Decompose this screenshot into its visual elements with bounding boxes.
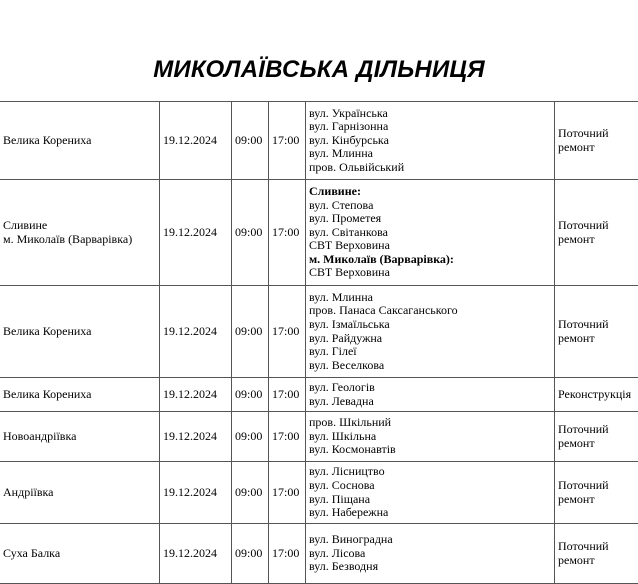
street-item: вул. Степова — [309, 199, 554, 213]
date-cell: 19.12.2024 — [160, 412, 232, 462]
street-item: вул. Лісова — [309, 547, 554, 561]
street-item: вул. Гілеї — [309, 345, 554, 359]
table-row — [0, 412, 638, 462]
street-item: вул. Світанкова — [309, 226, 554, 240]
schedule-table — [0, 101, 638, 584]
table-row — [0, 102, 638, 180]
streets-cell — [306, 102, 555, 180]
location-cell: Сливине м. Миколаїв (Варварівка) — [0, 180, 160, 286]
date-cell: 19.12.2024 — [160, 180, 232, 286]
work-type-cell: Реконструкція — [555, 378, 638, 412]
start-time-cell: 09:00 — [232, 462, 269, 524]
streets-cell — [306, 286, 555, 378]
work-type-cell: Поточний ремонт — [555, 180, 638, 286]
end-time-cell: 17:00 — [269, 378, 306, 412]
street-item: вул. Піщана — [309, 493, 554, 507]
street-item: СВТ Верховина — [309, 266, 554, 280]
page-title: МИКОЛАЇВСЬКА ДІЛЬНИЦЯ — [0, 56, 638, 84]
location-cell: Велика Корениха — [0, 378, 160, 412]
street-item: пров. Ольвійський — [309, 161, 554, 175]
street-item: вул. Млинна — [309, 147, 554, 161]
street-item: вул. Безводня — [309, 560, 554, 574]
start-time-cell: 09:00 — [232, 524, 269, 584]
start-time-cell: 09:00 — [232, 180, 269, 286]
location-cell: Новоандріївка — [0, 412, 160, 462]
street-item: вул. Лісництво — [309, 465, 554, 479]
end-time-cell: 17:00 — [269, 102, 306, 180]
start-time-cell: 09:00 — [232, 412, 269, 462]
street-item: вул. Геологів — [309, 381, 554, 395]
street-group-heading: м. Миколаїв (Варварівка): — [309, 253, 554, 267]
date-cell: 19.12.2024 — [160, 462, 232, 524]
table-row — [0, 378, 638, 412]
street-item: СВТ Верховина — [309, 239, 554, 253]
date-cell: 19.12.2024 — [160, 286, 232, 378]
schedule-table-body — [0, 102, 638, 584]
street-item: вул. Шкільна — [309, 430, 554, 444]
street-item: вул. Гарнізонна — [309, 120, 554, 134]
street-item: вул. Кінбурська — [309, 134, 554, 148]
location-cell: Велика Корениха — [0, 286, 160, 378]
street-item: вул. Левадна — [309, 395, 554, 409]
end-time-cell: 17:00 — [269, 462, 306, 524]
location-cell: Суха Балка — [0, 524, 160, 584]
street-item: вул. Млинна — [309, 291, 554, 305]
start-time-cell: 09:00 — [232, 378, 269, 412]
location-cell: Андріївка — [0, 462, 160, 524]
streets-cell — [306, 462, 555, 524]
table-row — [0, 462, 638, 524]
start-time-cell: 09:00 — [232, 102, 269, 180]
work-type-cell: Поточний ремонт — [555, 412, 638, 462]
end-time-cell: 17:00 — [269, 524, 306, 584]
date-cell: 19.12.2024 — [160, 102, 232, 180]
end-time-cell: 17:00 — [269, 286, 306, 378]
table-row — [0, 286, 638, 378]
street-item: вул. Виноградна — [309, 533, 554, 547]
street-group-heading: Сливине: — [309, 185, 554, 199]
street-item: вул. Космонавтів — [309, 443, 554, 457]
street-item: вул. Райдужна — [309, 332, 554, 346]
table-row — [0, 180, 638, 286]
street-item: вул. Соснова — [309, 479, 554, 493]
street-item: вул. Українська — [309, 107, 554, 121]
end-time-cell: 17:00 — [269, 180, 306, 286]
location-cell: Велика Корениха — [0, 102, 160, 180]
work-type-cell: Поточний ремонт — [555, 102, 638, 180]
street-item: вул. Веселкова — [309, 359, 554, 373]
end-time-cell: 17:00 — [269, 412, 306, 462]
streets-cell — [306, 412, 555, 462]
streets-cell — [306, 378, 555, 412]
street-item: пров. Шкільний — [309, 416, 554, 430]
work-type-cell: Поточний ремонт — [555, 524, 638, 584]
street-item: вул. Ізмаїльська — [309, 318, 554, 332]
work-type-cell: Поточний ремонт — [555, 462, 638, 524]
street-item: вул. Прометея — [309, 212, 554, 226]
street-item: вул. Набережна — [309, 506, 554, 520]
work-type-cell: Поточний ремонт — [555, 286, 638, 378]
street-item: пров. Панаса Саксаганського — [309, 304, 554, 318]
date-cell: 19.12.2024 — [160, 378, 232, 412]
start-time-cell: 09:00 — [232, 286, 269, 378]
streets-cell — [306, 180, 555, 286]
date-cell: 19.12.2024 — [160, 524, 232, 584]
